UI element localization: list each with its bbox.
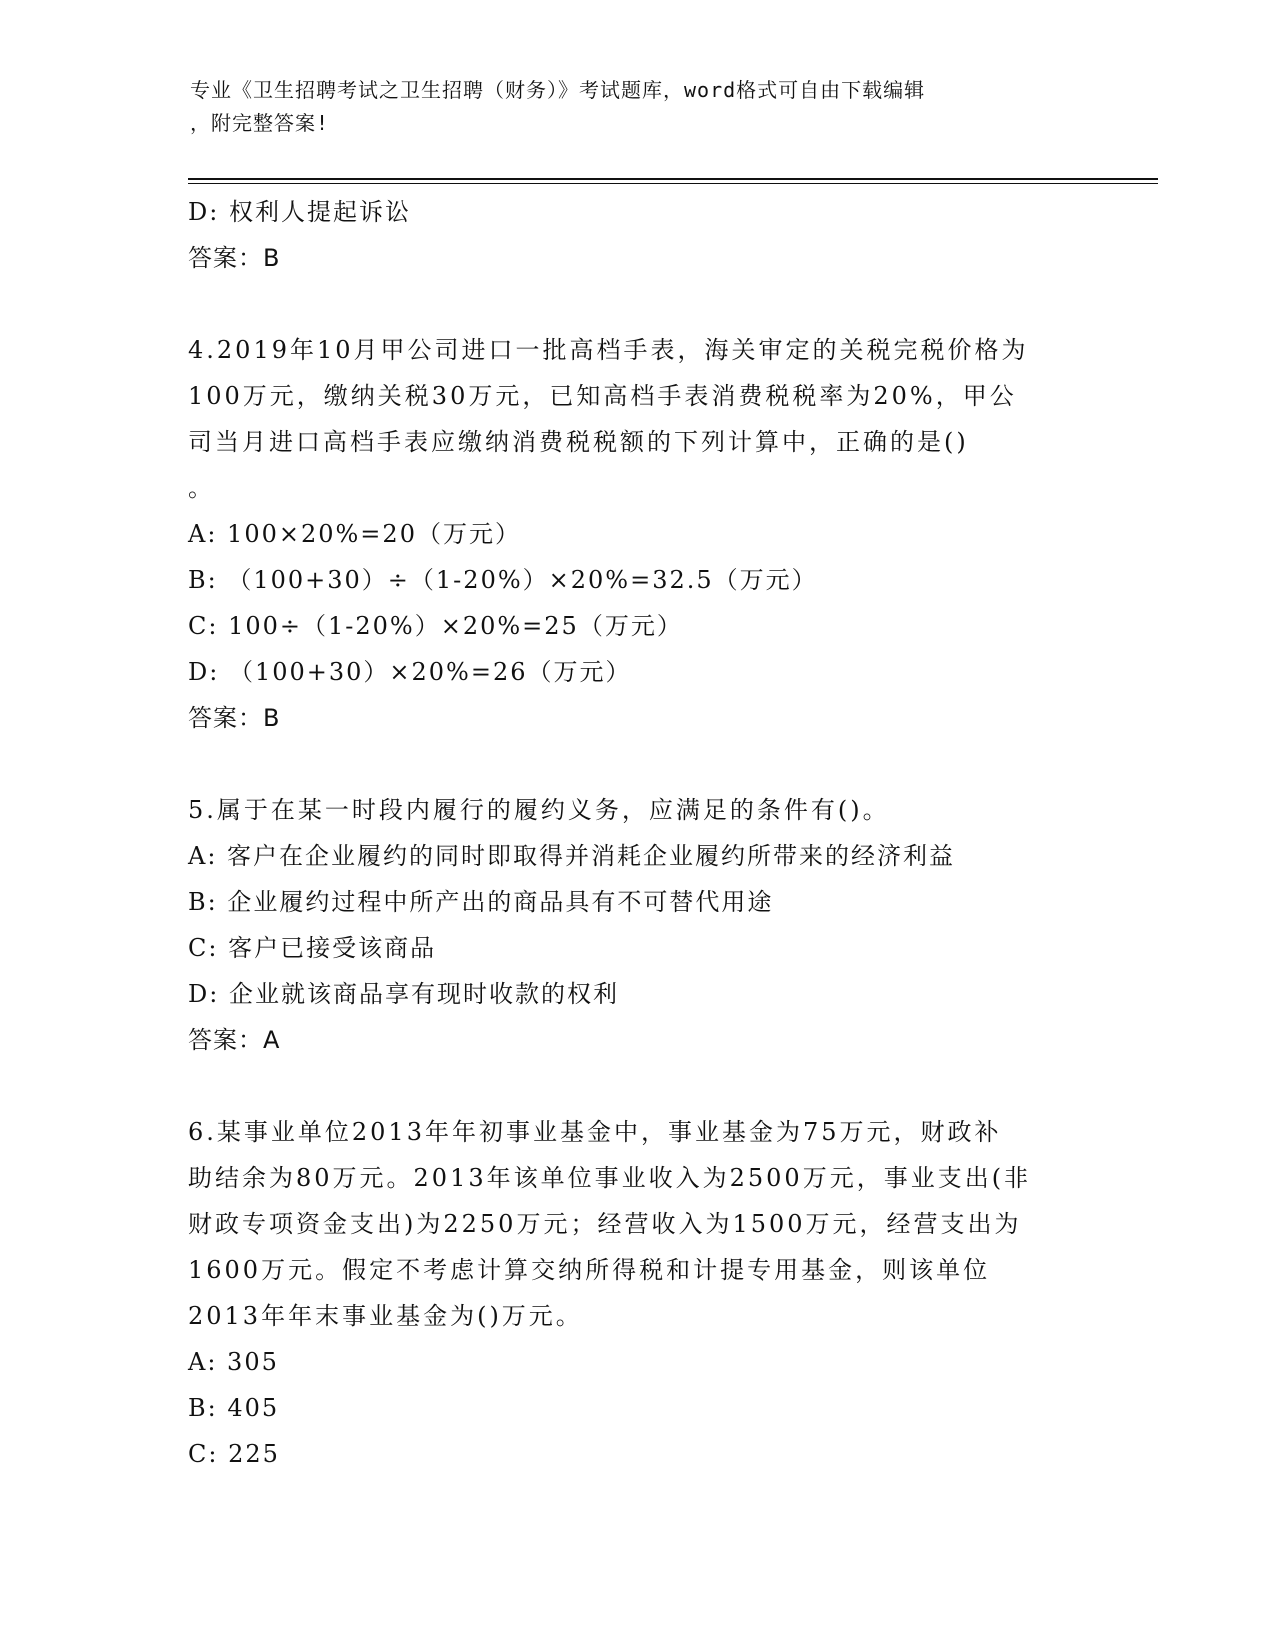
option-c: C: 100÷（1-20%）×20%=25（万元） (188, 612, 683, 640)
question-line: 6.某事业单位2013年年初事业基金中，事业基金为75万元，财政补 (188, 1118, 1002, 1146)
question-line: 。 (188, 474, 215, 502)
question-5 (188, 787, 1088, 1063)
answer-line: 答案：B (188, 704, 281, 732)
spacer (188, 281, 1088, 327)
spacer (188, 741, 1088, 787)
option-d: D: （100+30）×20%=26（万元） (188, 658, 632, 686)
option-d: D: 权利人提起诉讼 (188, 198, 411, 226)
question-line: 4.2019年10月甲公司进口一批高档手表，海关审定的关税完税价格为 (188, 336, 1029, 364)
question-line: 1600万元。假定不考虑计算交纳所得税和计提专用基金，则该单位 (188, 1256, 991, 1284)
question-line: 5.属于在某一时段内履行的履约义务，应满足的条件有()。 (188, 796, 890, 824)
question-line: 2013年年末事业基金为()万元。 (188, 1302, 583, 1330)
option-a: A: 客户在企业履约的同时即取得并消耗企业履约所带来的经济利益 (188, 842, 956, 870)
header-line-2: ，附完整答案! (190, 111, 330, 135)
question-line: 100万元，缴纳关税30万元，已知高档手表消费税税率为20%，甲公 (188, 382, 1017, 410)
prev-question-tail (188, 189, 1088, 281)
question-stem (188, 787, 1088, 833)
option-a: A: 100×20%=20（万元） (188, 520, 521, 548)
option-b: B: 企业履约过程中所产出的商品具有不可替代用途 (188, 888, 774, 916)
question-line: 财政专项资金支出)为2250万元；经营收入为1500万元，经营支出为 (188, 1210, 1022, 1238)
option-a: A: 305 (188, 1348, 279, 1376)
answer-line: 答案：A (188, 1026, 281, 1054)
option-d: D: 企业就该商品享有现时收款的权利 (188, 980, 619, 1008)
question-line: 司当月进口高档手表应缴纳消费税税额的下列计算中，正确的是() (188, 428, 969, 456)
header-divider-thick (188, 178, 1158, 180)
spacer (188, 1063, 1088, 1109)
exam-content (188, 189, 1088, 1477)
option-b: B: （100+30）÷（1-20%）×20%=32.5（万元） (188, 566, 818, 594)
answer-line: 答案：B (188, 244, 281, 272)
option-b: B: 405 (188, 1394, 280, 1422)
option-c: C: 225 (188, 1440, 280, 1468)
question-line: 助结余为80万元。2013年该单位事业收入为2500万元，事业支出(非 (188, 1164, 1032, 1192)
question-6 (188, 1109, 1088, 1477)
header-divider-thin (188, 183, 1158, 184)
option-c: C: 客户已接受该商品 (188, 934, 437, 962)
question-4 (188, 327, 1088, 741)
question-stem (188, 327, 1088, 511)
page-header (190, 74, 1080, 140)
header-line-1: 专业《卫生招聘考试之卫生招聘（财务）》考试题库，word格式可自由下载编辑 (190, 78, 926, 102)
question-stem (188, 1109, 1088, 1339)
